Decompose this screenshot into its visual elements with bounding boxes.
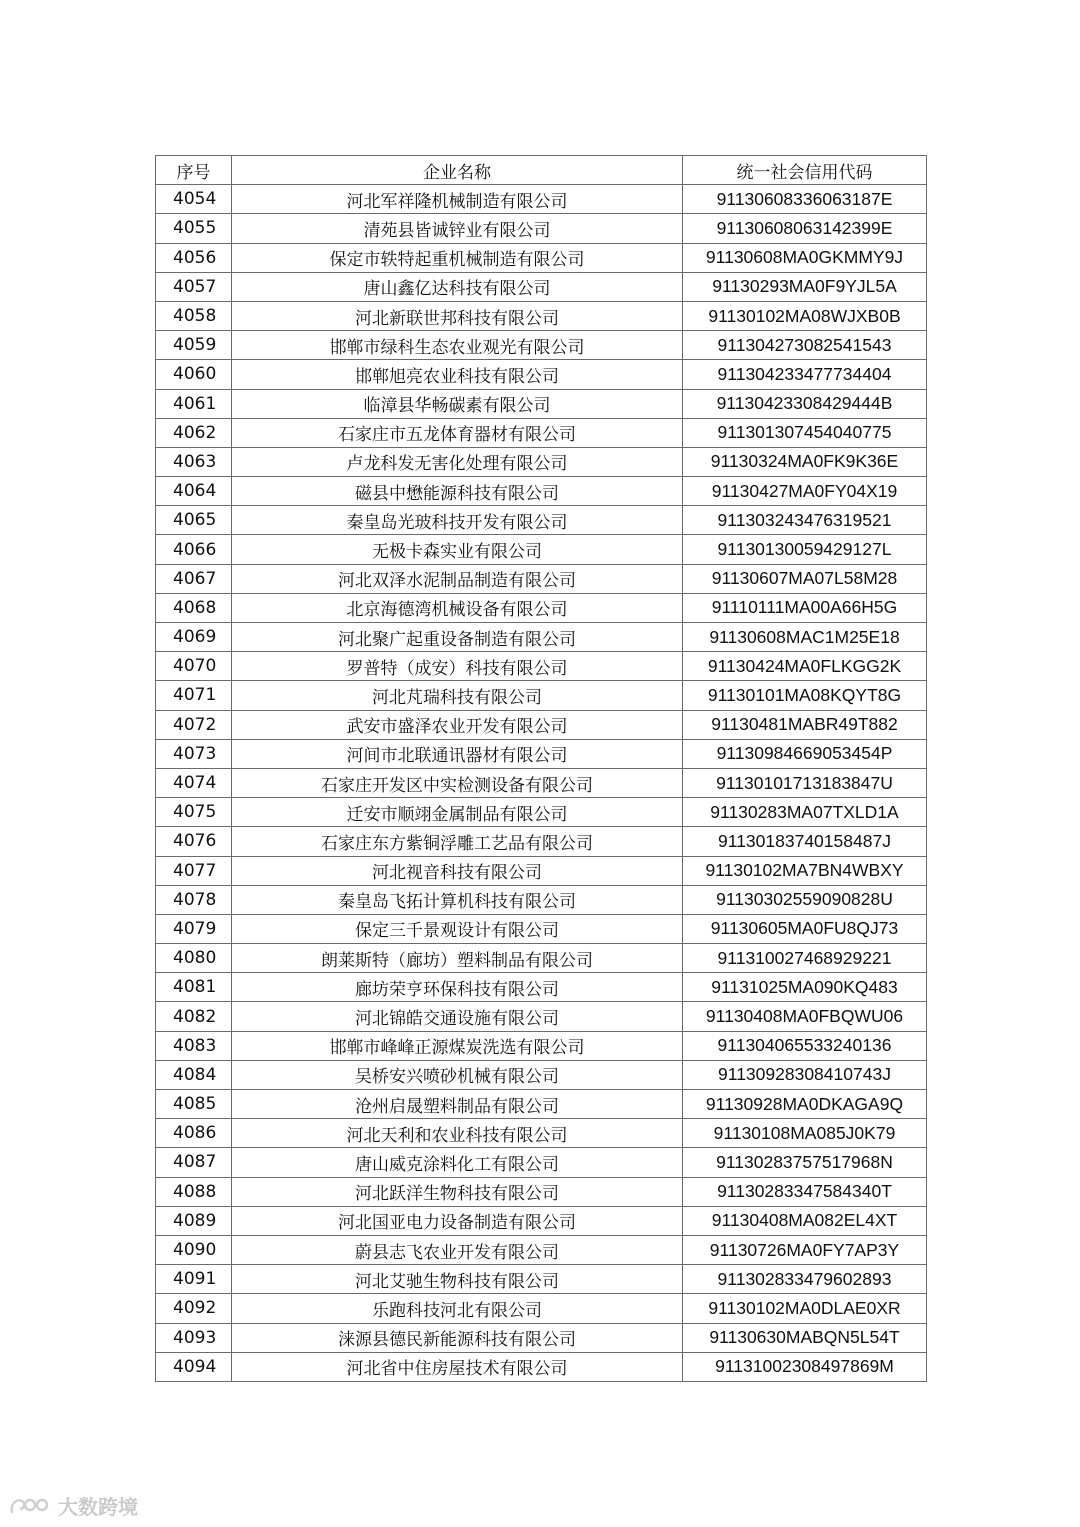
- table-row: [156, 1090, 927, 1119]
- table-row: [156, 272, 927, 301]
- credit-code-cell: 91130283757517968N: [683, 1148, 927, 1177]
- serial-cell: 4057: [156, 272, 232, 301]
- serial-cell: 4059: [156, 331, 232, 360]
- credit-code-cell: 91130102MA7BN4WBXY: [683, 856, 927, 885]
- serial-cell: 4072: [156, 710, 232, 739]
- company-name-cell: 河北天利和农业科技有限公司: [232, 1119, 683, 1148]
- serial-cell: 4061: [156, 389, 232, 418]
- credit-code-cell: 91130605MA0FU8QJ73: [683, 914, 927, 943]
- serial-cell: 4090: [156, 1235, 232, 1264]
- company-name-cell: 河北视音科技有限公司: [232, 856, 683, 885]
- serial-cell: 4055: [156, 214, 232, 243]
- header-row: [156, 156, 927, 185]
- serial-cell: 4085: [156, 1090, 232, 1119]
- company-name-cell: 邯郸市绿科生态农业观光有限公司: [232, 331, 683, 360]
- table-row: [156, 243, 927, 272]
- company-name-cell: 河北双泽水泥制品制造有限公司: [232, 564, 683, 593]
- table-row: [156, 214, 927, 243]
- company-name-cell: 磁县中懋能源科技有限公司: [232, 477, 683, 506]
- table-row: [156, 1177, 927, 1206]
- credit-code-cell: 91130608MAC1M25E18: [683, 623, 927, 652]
- serial-cell: 4080: [156, 944, 232, 973]
- serial-cell: 4078: [156, 885, 232, 914]
- company-name-cell: 保定市轶特起重机械制造有限公司: [232, 243, 683, 272]
- company-name-cell: 河北聚广起重设备制造有限公司: [232, 623, 683, 652]
- table-row: [156, 1119, 927, 1148]
- credit-code-cell: 911304065533240136: [683, 1031, 927, 1060]
- serial-cell: 4074: [156, 768, 232, 797]
- company-name-cell: 石家庄开发区中实检测设备有限公司: [232, 768, 683, 797]
- serial-cell: 4089: [156, 1206, 232, 1235]
- serial-cell: 4067: [156, 564, 232, 593]
- table-row: [156, 798, 927, 827]
- table-row: [156, 1031, 927, 1060]
- credit-code-cell: 91130293MA0F9YJL5A: [683, 272, 927, 301]
- company-name-cell: 乐跑科技河北有限公司: [232, 1294, 683, 1323]
- company-name-cell: 保定三千景观设计有限公司: [232, 914, 683, 943]
- credit-code-cell: 91130130059429127L: [683, 535, 927, 564]
- serial-cell: 4076: [156, 827, 232, 856]
- credit-code-cell: 91130101713183847U: [683, 768, 927, 797]
- company-name-cell: 涞源县德民新能源科技有限公司: [232, 1323, 683, 1352]
- table-row: [156, 535, 927, 564]
- header-serial: 序号: [156, 156, 232, 185]
- credit-code-cell: 91130984669053454P: [683, 739, 927, 768]
- credit-code-cell: 91130183740158487J: [683, 827, 927, 856]
- table-row: [156, 856, 927, 885]
- serial-cell: 4079: [156, 914, 232, 943]
- serial-cell: 4070: [156, 652, 232, 681]
- credit-code-cell: 91130607MA07L58M28: [683, 564, 927, 593]
- serial-cell: 4069: [156, 623, 232, 652]
- serial-cell: 4077: [156, 856, 232, 885]
- company-name-cell: 沧州启晟塑料制品有限公司: [232, 1090, 683, 1119]
- credit-code-cell: 91130408MA082EL4XT: [683, 1206, 927, 1235]
- serial-cell: 4081: [156, 973, 232, 1002]
- serial-cell: 4054: [156, 185, 232, 214]
- serial-cell: 4071: [156, 681, 232, 710]
- table-row: [156, 331, 927, 360]
- credit-code-cell: 91130423308429444B: [683, 389, 927, 418]
- table-row: [156, 360, 927, 389]
- company-name-cell: 北京海德湾机械设备有限公司: [232, 593, 683, 622]
- table-row: [156, 681, 927, 710]
- company-name-cell: 河北军祥隆机械制造有限公司: [232, 185, 683, 214]
- serial-cell: 4064: [156, 477, 232, 506]
- company-name-cell: 河北新联世邦科技有限公司: [232, 301, 683, 330]
- table-row: [156, 447, 927, 476]
- company-name-cell: 河北艾驰生物科技有限公司: [232, 1265, 683, 1294]
- company-name-cell: 邯郸旭亮农业科技有限公司: [232, 360, 683, 389]
- credit-code-cell: 91130928MA0DKAGA9Q: [683, 1090, 927, 1119]
- table-row: [156, 710, 927, 739]
- company-name-cell: 河北跃洋生物科技有限公司: [232, 1177, 683, 1206]
- company-name-cell: 河北国亚电力设备制造有限公司: [232, 1206, 683, 1235]
- company-name-cell: 武安市盛泽农业开发有限公司: [232, 710, 683, 739]
- credit-code-cell: 91130101MA08KQYT8G: [683, 681, 927, 710]
- credit-code-cell: 91130630MABQN5L54T: [683, 1323, 927, 1352]
- company-name-cell: 秦皇岛光玻科技开发有限公司: [232, 506, 683, 535]
- table-row: [156, 1265, 927, 1294]
- credit-code-cell: 911304273082541543: [683, 331, 927, 360]
- table-row: [156, 1060, 927, 1089]
- credit-code-cell: 911310027468929221: [683, 944, 927, 973]
- credit-code-cell: 91130324MA0FK9K36E: [683, 447, 927, 476]
- credit-code-cell: 91130283MA07TXLD1A: [683, 798, 927, 827]
- company-name-cell: 河北芃瑞科技有限公司: [232, 681, 683, 710]
- company-name-cell: 迁安市顺翊金属制品有限公司: [232, 798, 683, 827]
- table-row: [156, 1206, 927, 1235]
- credit-code-cell: 91131002308497869M: [683, 1352, 927, 1381]
- credit-code-cell: 91130608MA0GKMMY9J: [683, 243, 927, 272]
- company-name-cell: 石家庄东方紫铜浮雕工艺品有限公司: [232, 827, 683, 856]
- table-row: [156, 944, 927, 973]
- company-name-cell: 河北锦皓交通设施有限公司: [232, 1002, 683, 1031]
- serial-cell: 4087: [156, 1148, 232, 1177]
- serial-cell: 4094: [156, 1352, 232, 1381]
- serial-cell: 4092: [156, 1294, 232, 1323]
- credit-code-cell: 911302833479602893: [683, 1265, 927, 1294]
- table-row: [156, 914, 927, 943]
- company-name-cell: 唐山鑫亿达科技有限公司: [232, 272, 683, 301]
- header-credit-code: 统一社会信用代码: [683, 156, 927, 185]
- table-row: [156, 1002, 927, 1031]
- company-name-cell: 廊坊荣亨环保科技有限公司: [232, 973, 683, 1002]
- serial-cell: 4086: [156, 1119, 232, 1148]
- company-name-cell: 唐山威克涂料化工有限公司: [232, 1148, 683, 1177]
- table-row: [156, 477, 927, 506]
- company-name-cell: 石家庄市五龙体育器材有限公司: [232, 418, 683, 447]
- enterprise-table: [155, 155, 927, 1382]
- table-row: [156, 739, 927, 768]
- header-company-name: 企业名称: [232, 156, 683, 185]
- credit-code-cell: 91130408MA0FBQWU06: [683, 1002, 927, 1031]
- company-name-cell: 吴桥安兴喷砂机械有限公司: [232, 1060, 683, 1089]
- table-row: [156, 623, 927, 652]
- serial-cell: 4073: [156, 739, 232, 768]
- credit-code-cell: 911303243476319521: [683, 506, 927, 535]
- table-row: [156, 768, 927, 797]
- serial-cell: 4068: [156, 593, 232, 622]
- serial-cell: 4093: [156, 1323, 232, 1352]
- table-row: [156, 389, 927, 418]
- credit-code-cell: 91130302559090828U: [683, 885, 927, 914]
- credit-code-cell: 91130481MABR49T882: [683, 710, 927, 739]
- company-name-cell: 河北省中住房屋技术有限公司: [232, 1352, 683, 1381]
- serial-cell: 4056: [156, 243, 232, 272]
- credit-code-cell: 91130608336063187E: [683, 185, 927, 214]
- company-name-cell: 清苑县皆诚锌业有限公司: [232, 214, 683, 243]
- credit-code-cell: 91131025MA090KQ483: [683, 973, 927, 1002]
- serial-cell: 4075: [156, 798, 232, 827]
- credit-code-cell: 91110111MA00A66H5G: [683, 593, 927, 622]
- serial-cell: 4091: [156, 1265, 232, 1294]
- credit-code-cell: 91130608063142399E: [683, 214, 927, 243]
- table-row: [156, 506, 927, 535]
- company-name-cell: 罗普特（成安）科技有限公司: [232, 652, 683, 681]
- company-name-cell: 卢龙科发无害化处理有限公司: [232, 447, 683, 476]
- serial-cell: 4065: [156, 506, 232, 535]
- company-name-cell: 秦皇岛飞拓计算机科技有限公司: [232, 885, 683, 914]
- table-row: [156, 1294, 927, 1323]
- table-row: [156, 1323, 927, 1352]
- logo-icon: [8, 1495, 52, 1517]
- credit-code-cell: 91130424MA0FLKGG2K: [683, 652, 927, 681]
- serial-cell: 4066: [156, 535, 232, 564]
- company-name-cell: 无极卡森实业有限公司: [232, 535, 683, 564]
- credit-code-cell: 91130928308410743J: [683, 1060, 927, 1089]
- credit-code-cell: 91130102MA08WJXB0B: [683, 301, 927, 330]
- table-row: [156, 185, 927, 214]
- credit-code-cell: 91130102MA0DLAE0XR: [683, 1294, 927, 1323]
- serial-cell: 4084: [156, 1060, 232, 1089]
- serial-cell: 4058: [156, 301, 232, 330]
- serial-cell: 4083: [156, 1031, 232, 1060]
- serial-cell: 4063: [156, 447, 232, 476]
- table-row: [156, 652, 927, 681]
- watermark: [8, 1491, 138, 1520]
- table-row: [156, 827, 927, 856]
- credit-code-cell: 911304233477734404: [683, 360, 927, 389]
- table-row: [156, 418, 927, 447]
- company-name-cell: 邯郸市峰峰正源煤炭洗选有限公司: [232, 1031, 683, 1060]
- company-name-cell: 临漳县华畅碳素有限公司: [232, 389, 683, 418]
- serial-cell: 4082: [156, 1002, 232, 1031]
- credit-code-cell: 91130108MA085J0K79: [683, 1119, 927, 1148]
- credit-code-cell: 91130283347584340T: [683, 1177, 927, 1206]
- table-row: [156, 301, 927, 330]
- table-row: [156, 1352, 927, 1381]
- company-name-cell: 河间市北联通讯器材有限公司: [232, 739, 683, 768]
- table-row: [156, 564, 927, 593]
- table-row: [156, 593, 927, 622]
- watermark-text: 大数跨境: [58, 1495, 138, 1519]
- company-name-cell: 蔚县志飞农业开发有限公司: [232, 1235, 683, 1264]
- serial-cell: 4062: [156, 418, 232, 447]
- table-row: [156, 973, 927, 1002]
- company-name-cell: 朗莱斯特（廊坊）塑料制品有限公司: [232, 944, 683, 973]
- serial-cell: 4060: [156, 360, 232, 389]
- serial-cell: 4088: [156, 1177, 232, 1206]
- table-row: [156, 885, 927, 914]
- credit-code-cell: 911301307454040775: [683, 418, 927, 447]
- table-row: [156, 1235, 927, 1264]
- credit-code-cell: 91130427MA0FY04X19: [683, 477, 927, 506]
- credit-code-cell: 91130726MA0FY7AP3Y: [683, 1235, 927, 1264]
- table-row: [156, 1148, 927, 1177]
